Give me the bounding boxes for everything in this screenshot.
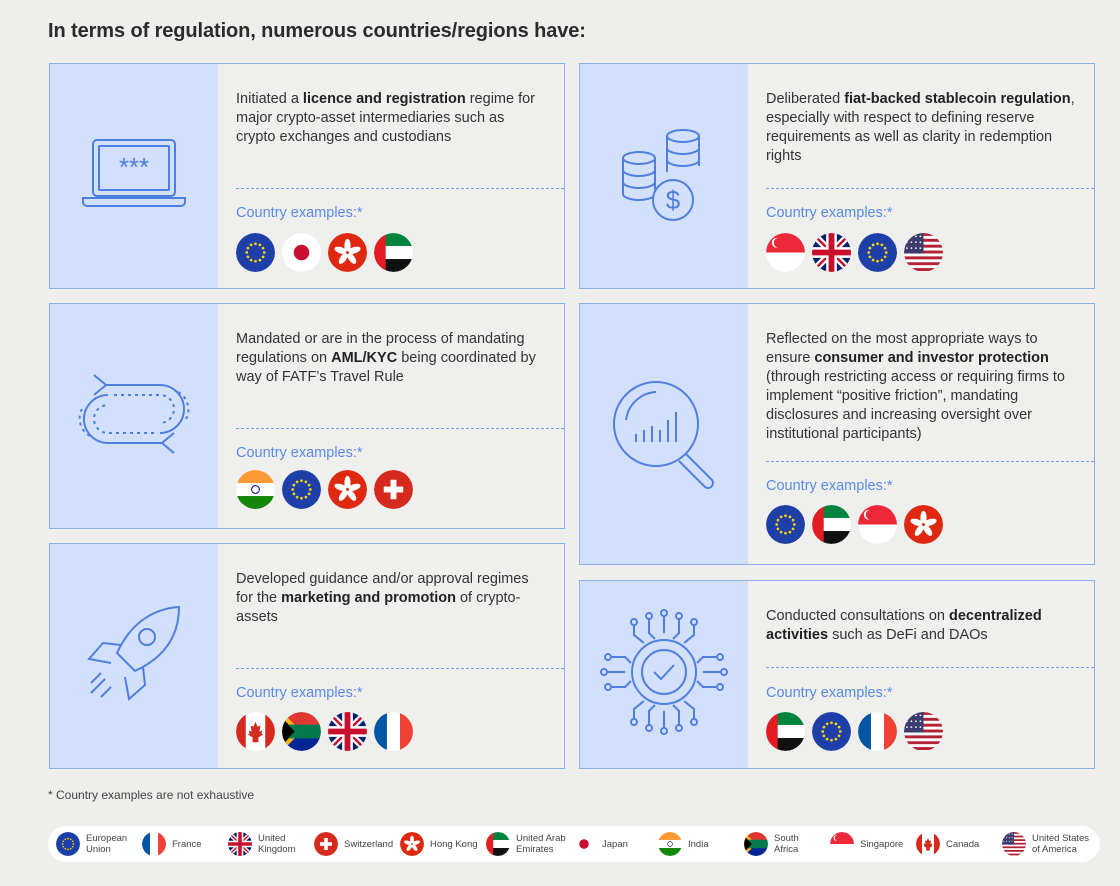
flag-uk-icon: [328, 712, 367, 751]
flag-eu-icon: [766, 505, 805, 544]
flag-ae-icon: [486, 832, 510, 856]
card-text: Initiated a licence and registration regime for major crypto-asset intermediaries such as crypto exchanges and custodians: [236, 91, 536, 145]
flag-sg-icon: [830, 832, 854, 856]
country-examples-label: Country examples:*: [236, 685, 363, 701]
flag-row: [236, 470, 413, 509]
flag-legend: [48, 826, 1100, 862]
divider: [766, 188, 1094, 189]
legend-label: United States of America: [1032, 833, 1090, 855]
flag-ch-icon: [314, 832, 338, 856]
legend-label: United Arab Emirates: [516, 833, 566, 855]
country-examples-label: Country examples:*: [766, 685, 893, 701]
card-text: Reflected on the most appropriate ways to ensure consumer and investor protection (through restricting access or requiring firms to implement “positive friction”, mandating disclosures and increasing oversight over institutional participants): [766, 331, 1065, 442]
legend-item: [1002, 832, 1098, 856]
legend-item: [314, 832, 400, 856]
icon-panel: [50, 304, 218, 528]
magnifier-chart-icon: [604, 372, 724, 497]
flag-ae-icon: [766, 712, 805, 751]
card-text: Developed guidance and/or approval regimes for the marketing and promotion of crypto-assets: [236, 571, 529, 625]
flag-fr-icon: [142, 832, 166, 856]
card-text: Conducted consultations on decentralized activities such as DeFi and DAOs: [766, 608, 1042, 643]
flag-row: [236, 233, 413, 272]
flag-za-icon: [744, 832, 768, 856]
divider: [236, 428, 564, 429]
flag-fr-icon: [858, 712, 897, 751]
footnote: * Country examples are not exhaustive: [48, 788, 255, 802]
coins-dollar-icon: [619, 124, 709, 229]
flag-ch-icon: [374, 470, 413, 509]
card-stablecoin: [579, 63, 1095, 289]
card-text: Mandated or are in the process of mandating regulations on AML/KYC being coordinated by way of FATF’s Travel Rule: [236, 331, 536, 385]
country-examples-label: Country examples:*: [236, 205, 363, 221]
flag-sg-icon: [858, 505, 897, 544]
legend-label: India: [688, 838, 709, 850]
icon-panel: [50, 544, 218, 768]
flag-jp-icon: [572, 832, 596, 856]
flag-hk-icon: [400, 832, 424, 856]
icon-panel: [50, 64, 218, 288]
flag-hk-icon: [904, 505, 943, 544]
svg-text:$: $: [665, 184, 681, 215]
legend-label: France: [172, 838, 202, 850]
laptop-password-icon: [79, 134, 189, 219]
legend-item: [142, 832, 228, 856]
card-decentralized: [579, 580, 1095, 769]
flag-eu-icon: [282, 470, 321, 509]
legend-label: United Kingdom: [258, 833, 296, 855]
legend-label: Singapore: [860, 838, 904, 850]
country-examples-label: Country examples:*: [766, 478, 893, 494]
flag-us-icon: [904, 712, 943, 751]
flag-ae-icon: [374, 233, 413, 272]
flag-eu-icon: [56, 832, 80, 856]
legend-label: Switzerland: [344, 838, 394, 850]
legend-label: Canada: [946, 838, 980, 850]
legend-label: Japan: [602, 838, 628, 850]
legend-item: [228, 832, 314, 856]
network-check-icon: [599, 607, 729, 742]
flag-eu-icon: [812, 712, 851, 751]
legend-item: [830, 832, 916, 856]
legend-label: European Union: [86, 833, 128, 855]
flag-hk-icon: [328, 233, 367, 272]
card-marketing-promotion: [49, 543, 565, 769]
flag-fr-icon: [374, 712, 413, 751]
legend-item: [486, 832, 572, 856]
legend-item: [744, 832, 830, 856]
flag-in-icon: [658, 832, 682, 856]
icon-panel: [580, 304, 748, 564]
icon-panel: [580, 64, 748, 288]
flag-us-icon: [1002, 832, 1026, 856]
divider: [766, 461, 1094, 462]
flag-sg-icon: [766, 233, 805, 272]
card-text: Deliberated fiat-backed stablecoin regulation, especially with respect to defining reserve requirements as well as clarity in redemption rights: [766, 91, 1075, 164]
flag-in-icon: [236, 470, 275, 509]
card-consumer-protection: [579, 303, 1095, 565]
flag-ae-icon: [812, 505, 851, 544]
flag-row: [766, 233, 943, 272]
divider: [236, 668, 564, 669]
rocket-icon: [79, 599, 189, 714]
legend-item: [916, 832, 1002, 856]
divider: [236, 188, 564, 189]
flag-eu-icon: [236, 233, 275, 272]
legend-item: [400, 832, 486, 856]
flag-us-icon: [904, 233, 943, 272]
exchange-arrows-icon: [74, 369, 194, 464]
flag-row: [236, 712, 413, 751]
country-examples-label: Country examples:*: [236, 445, 363, 461]
card-licence-registration: [49, 63, 565, 289]
page-title: In terms of regulation, numerous countries/regions have:: [48, 20, 586, 42]
legend-label: South Africa: [774, 833, 799, 855]
flag-uk-icon: [812, 233, 851, 272]
flag-row: [766, 712, 943, 751]
flag-eu-icon: [858, 233, 897, 272]
legend-item: [56, 832, 142, 856]
flag-row: [766, 505, 943, 544]
legend-item: [572, 832, 658, 856]
flag-za-icon: [282, 712, 321, 751]
legend-item: [658, 832, 744, 856]
country-examples-label: Country examples:*: [766, 205, 893, 221]
flag-hk-icon: [328, 470, 367, 509]
flag-ca-icon: [916, 832, 940, 856]
svg-text:***: ***: [118, 151, 150, 182]
flag-uk-icon: [228, 832, 252, 856]
flag-jp-icon: [282, 233, 321, 272]
legend-label: Hong Kong: [430, 838, 478, 850]
divider: [766, 667, 1094, 668]
flag-ca-icon: [236, 712, 275, 751]
icon-panel: [580, 581, 748, 768]
card-aml-kyc: [49, 303, 565, 529]
